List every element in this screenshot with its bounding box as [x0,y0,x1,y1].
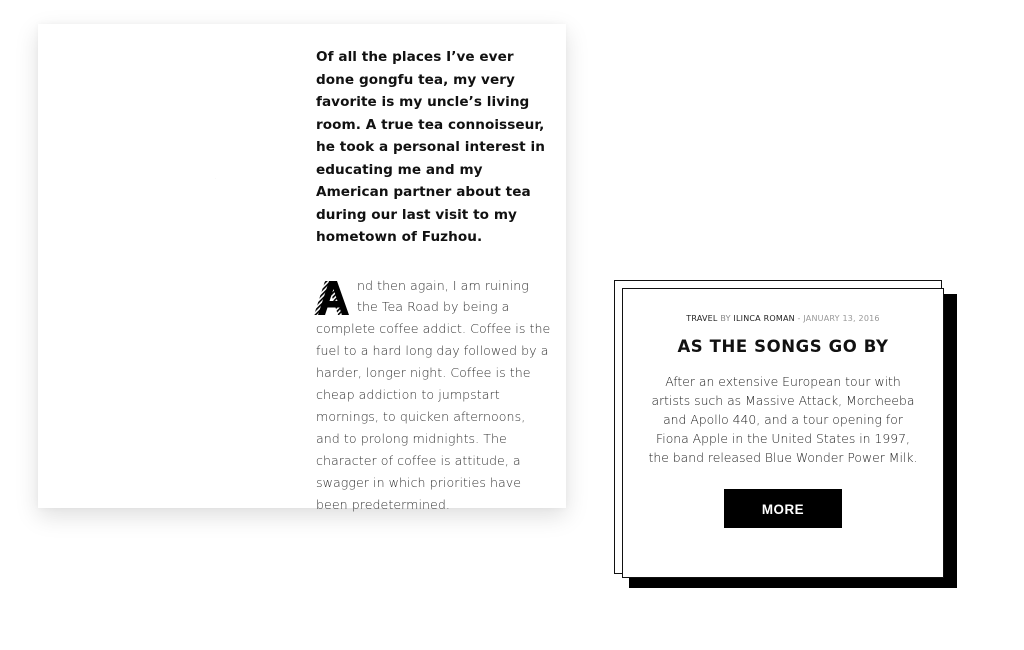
more-button[interactable]: MORE [724,489,842,528]
article-lead: Of all the places I’ve ever done gongfu tea, my very favorite is my uncle’s living room. A true tea connoisseur, he took a personal interest in educating me and my American partner about tea during our last visit to my hometown of Fuzhou. [316,49,545,245]
article-body: nd then again, I am ruining the Tea Road by being a complete coffee addict. Coffee is the fuel to a hard long day followed by a harder, longer night. Coffee is the cheap addiction to jumpstart mornings, to quicken afternoons, and to prolong midnights. The character of coffee is attitude, a swagger in which priorities have been predetermined. [316,277,551,512]
post-excerpt: After an extensive European tour with artists such as Massive Attack, Morcheeba and Apollo 440, and a tour opening for Fiona Apple in the United States in 1997, the band released Blue Wonder Power Milk. [648,374,918,465]
dropcap-letter [215,178,351,317]
post-card [622,288,944,578]
post-author-link[interactable]: ILINCA ROMAN [733,314,795,323]
post-meta [623,313,943,325]
article-column [215,46,552,515]
post-title[interactable]: AS THE SONGS GO BY [677,337,889,356]
article-card [38,24,566,512]
svg-text:A: A [215,178,216,180]
article-body-paragraph [215,178,552,516]
post-by-label: BY [720,314,731,323]
post-date: JANUARY 13, 2016 [803,314,880,323]
post-separator: - [794,314,804,323]
post-category-link[interactable]: TRAVEL [686,314,718,323]
